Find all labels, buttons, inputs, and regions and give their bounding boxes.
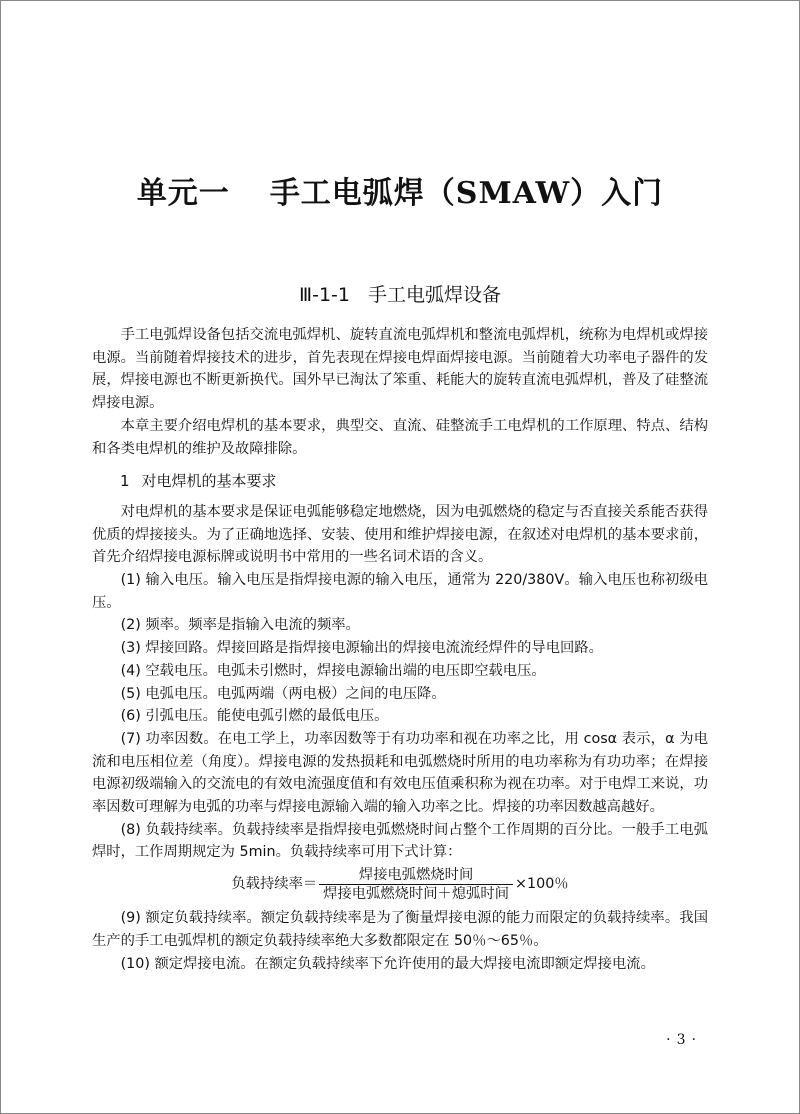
unit-label: 单元一 <box>136 176 230 211</box>
unit-name: 手工电弧焊（SMAW）入门 <box>269 176 664 211</box>
formula-lhs: 负载持续率＝ <box>231 876 318 893</box>
subheading-number: 1 <box>120 472 130 491</box>
term-item: (10) 额定焊接电流。在额定负载持续率下允许使用的最大焊接电流即额定焊接电流。 <box>120 955 655 972</box>
section-name: 手工电弧焊设备 <box>367 284 501 306</box>
formula-numerator: 焊接电弧燃烧时间 <box>358 867 474 884</box>
formula-denominator: 焊接电弧燃烧时间＋熄弧时间 <box>319 884 513 903</box>
section-number: Ⅲ-1-1 <box>298 284 350 306</box>
body-text <box>92 324 708 975</box>
page-number: · 3 · <box>666 1032 696 1048</box>
section-title <box>0 280 800 307</box>
term-item: (7) 功率因数。在电工学上，功率因数等于有功功率和视在功率之比，用 cosα 表示，α 为电流和电压相位差（角度）。焊接电源的发热损耗和电弧燃烧时所用的电功率称为有功功率；在焊接电源初级端输入的交流电的有效电流强度值和有效电压值乘积称为视在功率。对于电焊工来说，功率因数可理解为电弧的功率与焊接电源输入端的输入功率之比。焊接的功率因数越高越好。 <box>92 730 708 816</box>
term-item: (2) 频率。频率是指输入电流的频率。 <box>120 617 360 634</box>
subheading <box>120 470 708 493</box>
duty-cycle-formula <box>92 866 708 903</box>
term-item: (8) 负载持续率。负载持续率是指焊接电弧燃烧时间占整个工作周期的百分比。一般手工电弧焊时，工作周期规定为 5min。负载持续率可用下式计算： <box>92 821 708 861</box>
intro-paragraph: 手工电弧焊设备包括交流电弧焊机、旋转直流电弧焊机和整流电弧焊机，统称为电焊机或焊接电源。当前随着焊接技术的进步，首先表现在焊接电焊面焊接电源。当前随着大功率电子器件的发展，焊接电源也不断更新换代。国外早已淘汰了笨重、耗能大的旋转直流电弧焊机，普及了硅整流焊接电源。 <box>92 327 708 412</box>
formula-suffix: ×100％ <box>515 876 569 893</box>
term-item: (1) 输入电压。输入电压是指焊接电源的输入电压，通常为 220/380V。输入电压也称初级电压。 <box>92 572 708 611</box>
subheading-title: 对电焊机的基本要求 <box>141 472 277 491</box>
intro-paragraph: 本章主要介绍电焊机的基本要求，典型交、直流、硅整流手工电焊机的工作原理、特点、结构和各类电焊机的维护及故障排除。 <box>92 417 708 457</box>
term-item: (5) 电弧电压。电弧两端（两电极）之间的电压降。 <box>120 685 446 702</box>
formula-fraction <box>319 866 513 903</box>
term-item: (6) 引弧电压。能使电弧引燃的最低电压。 <box>120 708 389 725</box>
unit-title <box>0 168 800 212</box>
term-item: (9) 额定负载持续率。额定负载持续率是为了衡量焊接电源的能力而限定的负载持续率。我国生产的手工电弧焊机的额定负载持续率绝大多数都限定在 50％～65％。 <box>92 910 708 949</box>
term-item: (4) 空载电压。电弧未引燃时，焊接电源输出端的电压即空载电压。 <box>120 662 546 679</box>
paragraph: 对电焊机的基本要求是保证电弧能够稳定地燃烧，因为电弧燃烧的稳定与否直接关系能否获得优质的焊接接头。为了正确地选择、安装、使用和维护焊接电源，在叙述对电焊机的基本要求前，首先介绍焊接电源标牌或说明书中常用的一些名词术语的含义。 <box>92 503 708 566</box>
term-item: (3) 焊接回路。焊接回路是指焊接电源输出的焊接电流流经焊件的导电回路。 <box>120 640 603 657</box>
